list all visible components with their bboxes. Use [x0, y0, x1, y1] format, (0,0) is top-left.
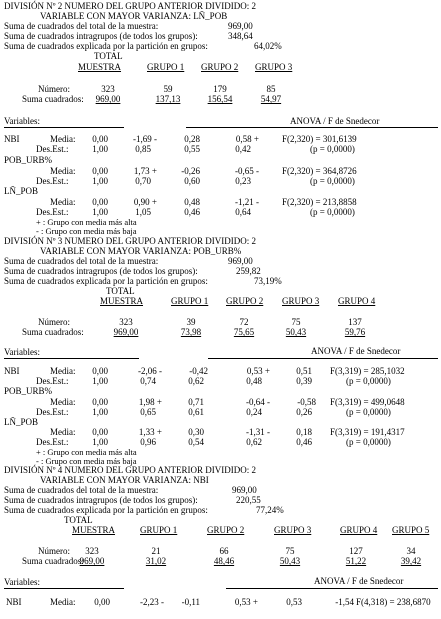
desv-label: Des.Est.:	[36, 407, 69, 417]
var-name-pob-urb: POB_URB%	[4, 155, 53, 165]
col-header-muestra: MUESTRA	[72, 525, 116, 535]
cell: 0,24	[246, 407, 262, 417]
desv-label: Des.Est.:	[36, 437, 69, 447]
legend-low: - : Grupo con media más baja	[36, 456, 137, 466]
suma-grupo-4: 51,22	[345, 556, 367, 566]
f-statistic: F(2,320) = 213,8858	[282, 197, 357, 207]
f-statistic: F(2,320) = 301,6139	[282, 134, 357, 144]
col-header-grupo-4: GRUPO 4	[340, 525, 378, 535]
media-label: Media:	[50, 427, 76, 437]
ss-intra-label: Suma de cuadrados intragrupos (de todos los grupos):	[4, 495, 198, 505]
col-header-grupo-5: GRUPO 5	[392, 525, 430, 535]
suma-grupo-5: 39,42	[400, 556, 422, 566]
variables-label: Variables:	[4, 577, 40, 587]
suma-grupo-2: 48,46	[213, 556, 235, 566]
ss-explained-label: Suma de cuadrados explicada por la partición en grupos:	[4, 505, 208, 515]
ss-total-value: 969,00	[228, 21, 253, 31]
cell: 0,00	[92, 134, 108, 144]
legend-low: - : Grupo con media más baja	[36, 226, 137, 236]
numero-muestra: 323	[101, 84, 115, 94]
numero-grupo-1: 39	[186, 317, 196, 327]
var-name-nbi: NBI	[6, 597, 22, 607]
ss-explained-value: 64,02%	[254, 41, 282, 51]
cell: 0,54	[188, 437, 204, 447]
ss-explained-value: 73,19%	[254, 276, 282, 286]
variables-label: Variables:	[4, 116, 40, 126]
cell: 0,26	[296, 407, 312, 417]
divider	[4, 588, 124, 589]
cell: 1,00	[92, 437, 108, 447]
col-header-grupo-2: GRUPO 2	[207, 525, 245, 535]
max-variance-variable: VARIABLE CON MAYOR VARIANZA: NBI	[40, 475, 209, 485]
numero-grupo-3: 85	[266, 84, 276, 94]
max-variance-variable: VARIABLE CON MAYOR VARIANZA: POB_URB%	[40, 246, 242, 256]
col-header-grupo-4: GRUPO 4	[338, 296, 376, 306]
media-label: Media:	[50, 397, 76, 407]
ss-total-value: 969,00	[232, 485, 257, 495]
f-statistic: F(3,319) = 191,4317	[330, 427, 405, 437]
divider	[4, 127, 124, 128]
numero-grupo-2: 179	[213, 84, 227, 94]
col-header-muestra: MUESTRA	[100, 296, 144, 306]
suma-grupo-1: 73,98	[180, 327, 202, 337]
cell: 0,00	[92, 397, 108, 407]
suma-muestra: 969,00	[113, 327, 139, 337]
suma-label: Suma cuadrados:	[22, 94, 84, 104]
divider	[4, 358, 139, 359]
media-label: Media:	[50, 134, 76, 144]
cell: 0,58 +	[235, 134, 259, 144]
suma-grupo-3: 50,43	[279, 556, 301, 566]
cell: 0,85	[135, 144, 151, 154]
numero-grupo-1: 21	[151, 546, 161, 556]
cell: 0,62	[188, 376, 204, 386]
suma-grupo-1: 137,13	[155, 94, 181, 104]
cell: 0,53	[286, 597, 302, 607]
max-variance-variable: VARIABLE CON MAYOR VARIANZA: LÑ_POB	[40, 11, 228, 21]
col-header-grupo-1: GRUPO 1	[147, 62, 185, 72]
numero-grupo-2: 72	[239, 317, 249, 327]
ss-intra-label: Suma de cuadrados intragrupos (de todos los grupos):	[4, 31, 198, 41]
p-value: (p = 0,0000)	[346, 376, 391, 386]
cell: 0,00	[92, 166, 108, 176]
suma-grupo-2: 75,65	[233, 327, 255, 337]
total-label: TOTAL	[64, 515, 93, 525]
numero-grupo-1: 59	[163, 84, 173, 94]
desv-label: Des.Est.:	[36, 207, 69, 217]
cell: 0,90 +	[133, 197, 157, 207]
cell: 1,73 +	[133, 166, 157, 176]
cell: 0,23	[235, 176, 251, 186]
var-name-ln-pob: LÑ_POB	[4, 417, 39, 427]
cell: 1,05	[135, 207, 151, 217]
ss-intra-value: 348,64	[228, 31, 253, 41]
anova-label: ANOVA / F de Snedecor	[311, 346, 401, 356]
variables-label: Variables:	[4, 347, 40, 357]
numero-grupo-5: 34	[406, 546, 416, 556]
cell: 0,46	[184, 207, 200, 217]
ss-explained-value: 77,24%	[256, 505, 284, 515]
var-name-pob-urb: POB_URB%	[4, 386, 53, 396]
cell: -1,69 -	[133, 134, 157, 144]
cell: 0,48	[184, 197, 200, 207]
media-label: Media:	[50, 166, 76, 176]
cell: 0,64	[235, 207, 251, 217]
col-header-grupo-2: GRUPO 2	[201, 62, 239, 72]
anova-label: ANOVA / F de Snedecor	[290, 116, 380, 126]
numero-grupo-4: 137	[348, 317, 362, 327]
f-statistic: F(3,319) = 499,0648	[330, 397, 405, 407]
f-statistic: F(3,319) = 285,1032	[330, 366, 405, 376]
cell: 1,00	[92, 207, 108, 217]
ss-explained-label: Suma de cuadrados explicada por la partición en grupos:	[4, 276, 208, 286]
col-header-grupo-1: GRUPO 1	[140, 525, 178, 535]
numero-grupo-3: 75	[285, 546, 295, 556]
cell: 0,00	[94, 597, 110, 607]
suma-muestra: 969,00	[95, 94, 121, 104]
cell: 0,48	[246, 376, 262, 386]
media-label: Media:	[50, 597, 76, 607]
numero-grupo-4: 127	[349, 546, 363, 556]
var-name-nbi: NBI	[4, 134, 20, 144]
ss-explained-label: Suma de cuadrados explicada por la partición en grupos:	[4, 41, 208, 51]
media-label: Media:	[50, 366, 76, 376]
cell: -0,64 -	[246, 397, 270, 407]
col-header-grupo-3: GRUPO 3	[274, 525, 312, 535]
legend-high: + : Grupo con media más alta	[36, 217, 137, 227]
p-value: (p = 0,0000)	[346, 407, 391, 417]
cell: 0,46	[296, 437, 312, 447]
cell: 0,65	[140, 407, 156, 417]
cell: -1,54	[335, 597, 354, 607]
cell: -1,21 -	[235, 197, 259, 207]
numero-muestra: 323	[119, 317, 133, 327]
desv-label: Des.Est.:	[36, 176, 69, 186]
ss-intra-label: Suma de cuadrados intragrupos (de todos los grupos):	[4, 266, 198, 276]
ss-total-value: 969,00	[228, 256, 253, 266]
cell: 0,60	[184, 176, 200, 186]
cell: 0,18	[296, 427, 312, 437]
cell: 0,30	[188, 427, 204, 437]
total-label: TOTAL	[106, 286, 135, 296]
cell: 1,98 +	[138, 397, 162, 407]
var-name-nbi: NBI	[4, 366, 20, 376]
legend-high: + : Grupo con media más alta	[36, 447, 137, 457]
cell: 1,00	[92, 176, 108, 186]
col-header-grupo-1: GRUPO 1	[171, 296, 209, 306]
cell: 0,62	[246, 437, 262, 447]
p-value: (p = 0,0000)	[310, 207, 355, 217]
cell: 0,96	[140, 437, 156, 447]
f-statistic: F(2,320) = 364,8726	[282, 166, 357, 176]
cell: 0,53 +	[234, 597, 258, 607]
p-value: (p = 0,0000)	[346, 437, 391, 447]
division-title: DIVISIÓN Nº 3 NUMERO DEL GRUPO ANTERIOR DIVIDIDO: 2	[4, 236, 256, 246]
cell: -2,06 -	[138, 366, 162, 376]
media-label: Media:	[50, 197, 76, 207]
numero-grupo-3: 75	[291, 317, 301, 327]
cell: 1,00	[92, 144, 108, 154]
total-label: TOTAL	[94, 51, 123, 61]
numero-label: Número:	[38, 84, 70, 94]
suma-grupo-4: 59,76	[344, 327, 366, 337]
numero-muestra: 323	[85, 546, 99, 556]
divider	[226, 588, 438, 589]
cell: 0,00	[92, 197, 108, 207]
desv-label: Des.Est.:	[36, 376, 69, 386]
cell: -0,58	[297, 397, 316, 407]
cell: 1,00	[92, 407, 108, 417]
col-header-grupo-3: GRUPO 3	[282, 296, 320, 306]
ss-total-label: Suma de cuadrados del total de la muestra:	[4, 485, 159, 495]
cell: 0,61	[188, 407, 204, 417]
cell: 0,74	[140, 376, 156, 386]
suma-grupo-3: 50,43	[285, 327, 307, 337]
cell: -2,23 -	[140, 597, 164, 607]
suma-muestra: 969,00	[79, 556, 105, 566]
division-title: DIVISIÓN Nº 2 NUMERO DEL GRUPO ANTERIOR DIVIDIDO: 2	[4, 1, 256, 11]
ss-total-label: Suma de cuadrados del total de la muestra:	[4, 256, 159, 266]
suma-grupo-3: 54,97	[260, 94, 282, 104]
numero-grupo-2: 66	[219, 546, 229, 556]
numero-label: Número:	[38, 317, 70, 327]
cell: 0,53 +	[246, 366, 270, 376]
f-statistic: F(4,318) = 238,6870	[356, 597, 431, 607]
col-header-muestra: MUESTRA	[78, 62, 122, 72]
division-title: DIVISIÓN Nº 4 NUMERO DEL GRUPO ANTERIOR DIVIDIDO: 2	[4, 465, 256, 475]
anova-label: ANOVA / F de Snedecor	[314, 576, 404, 586]
cell: -0,65 -	[235, 166, 259, 176]
var-name-ln-pob: LÑ_POB	[4, 186, 39, 196]
cell: 0,42	[235, 144, 251, 154]
ss-intra-value: 259,82	[236, 266, 261, 276]
col-header-grupo-2: GRUPO 2	[226, 296, 264, 306]
p-value: (p = 0,0000)	[310, 176, 355, 186]
cell: 0,71	[188, 397, 204, 407]
cell: 0,51	[296, 366, 312, 376]
cell: -0,11	[181, 597, 200, 607]
cell: 0,70	[135, 176, 151, 186]
ss-total-label: Suma de cuadrados del total de la muestra:	[4, 21, 159, 31]
cell: -1,31 -	[246, 427, 270, 437]
suma-label: Suma cuadrados:	[22, 556, 84, 566]
cell: 0,55	[184, 144, 200, 154]
cell: 0,28	[184, 134, 200, 144]
p-value: (p = 0,0000)	[310, 144, 355, 154]
cell: 0,00	[92, 366, 108, 376]
cell: 0,00	[92, 427, 108, 437]
cell: -0,42	[189, 366, 208, 376]
suma-label: Suma cuadrados:	[22, 327, 84, 337]
cell: -0,26	[181, 166, 200, 176]
numero-label: Número:	[38, 546, 70, 556]
cell: 0,39	[296, 376, 312, 386]
suma-grupo-1: 31,02	[145, 556, 167, 566]
desv-label: Des.Est.:	[36, 144, 69, 154]
ss-intra-value: 220,55	[236, 495, 261, 505]
divider	[186, 127, 438, 128]
cell: 1,00	[92, 376, 108, 386]
cell: 1,33 +	[138, 427, 162, 437]
divider	[208, 358, 438, 359]
suma-grupo-2: 156,54	[207, 94, 233, 104]
col-header-grupo-3: GRUPO 3	[255, 62, 293, 72]
